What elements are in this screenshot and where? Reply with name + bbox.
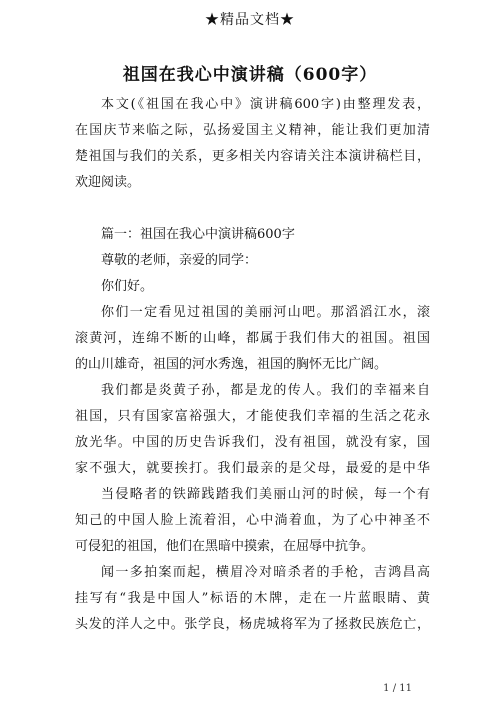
greeting: 你们好。 (101, 279, 154, 294)
paragraph-line: 闻一多拍案而起，横眉冷对暗杀者的手枪，吉鸿昌高 (101, 565, 430, 580)
paragraph-line: 放光华。中国的历史告诉我们，没有祖国，就没有家，国 (75, 435, 430, 450)
paragraph-line: 楚祖国与我们的关系，更多相关内容请关注本演讲稿栏目， (75, 149, 430, 164)
paragraph-line: 可侵犯的祖国，他们在黑暗中摸索，在屈辱中抗争。 (75, 539, 375, 554)
paragraph-line: 挂写有“我是中国人”标语的木牌，走在一片蓝眼睛、黄 (75, 591, 430, 606)
paragraph-line: 的山川雄奇，祖国的河水秀逸，祖国的胸怀无比广阔。 (75, 357, 388, 372)
document-body (75, 92, 430, 638)
paragraph-line: 祖国，只有国家富裕强大，才能使我们幸福的生活之花永 (75, 409, 430, 424)
paragraph-line: 欢迎阅读。 (75, 175, 141, 190)
salutation: 尊敬的老师，亲爱的同学： (101, 253, 258, 268)
paragraph-line: 头发的洋人之中。张学良，杨虎城将军为了拯救民族危亡， (75, 617, 430, 632)
page-title: 祖国在我心中演讲稿（600字） (122, 65, 378, 85)
paragraph-line: 我们都是炎黄子孙，都是龙的传人。我们的幸福来自 (101, 383, 430, 398)
paragraph-line: 当侵略者的铁蹄践踏我们美丽山河的时候，每一个有 (101, 487, 430, 502)
page-number: 1 / 11 (383, 683, 412, 694)
paragraph-gap (75, 196, 430, 222)
paragraph-line: 本文(《祖国在我心中》演讲稿600字)由整理发表， (101, 97, 430, 112)
paragraph-line: 滚黄河，连绵不断的山峰，都属于我们伟大的祖国。祖国 (75, 331, 430, 346)
paragraph-line: 你们一定看见过祖国的美丽河山吧。那滔滔江水，滚 (101, 305, 430, 320)
paragraph-line: 在国庆节来临之际，弘扬爱国主义精神，能让我们更加清 (75, 123, 430, 138)
section-heading: 篇一：祖国在我心中演讲稿600字 (101, 227, 295, 242)
paragraph-line: 知己的中国人脸上流着泪，心中淌着血，为了心中神圣不 (75, 513, 430, 528)
paragraph-line: 家不强大，就要挨打。我们最亲的是父母，最爱的是中华 (75, 461, 430, 476)
header-mark: ★精品文档★ (205, 12, 295, 28)
